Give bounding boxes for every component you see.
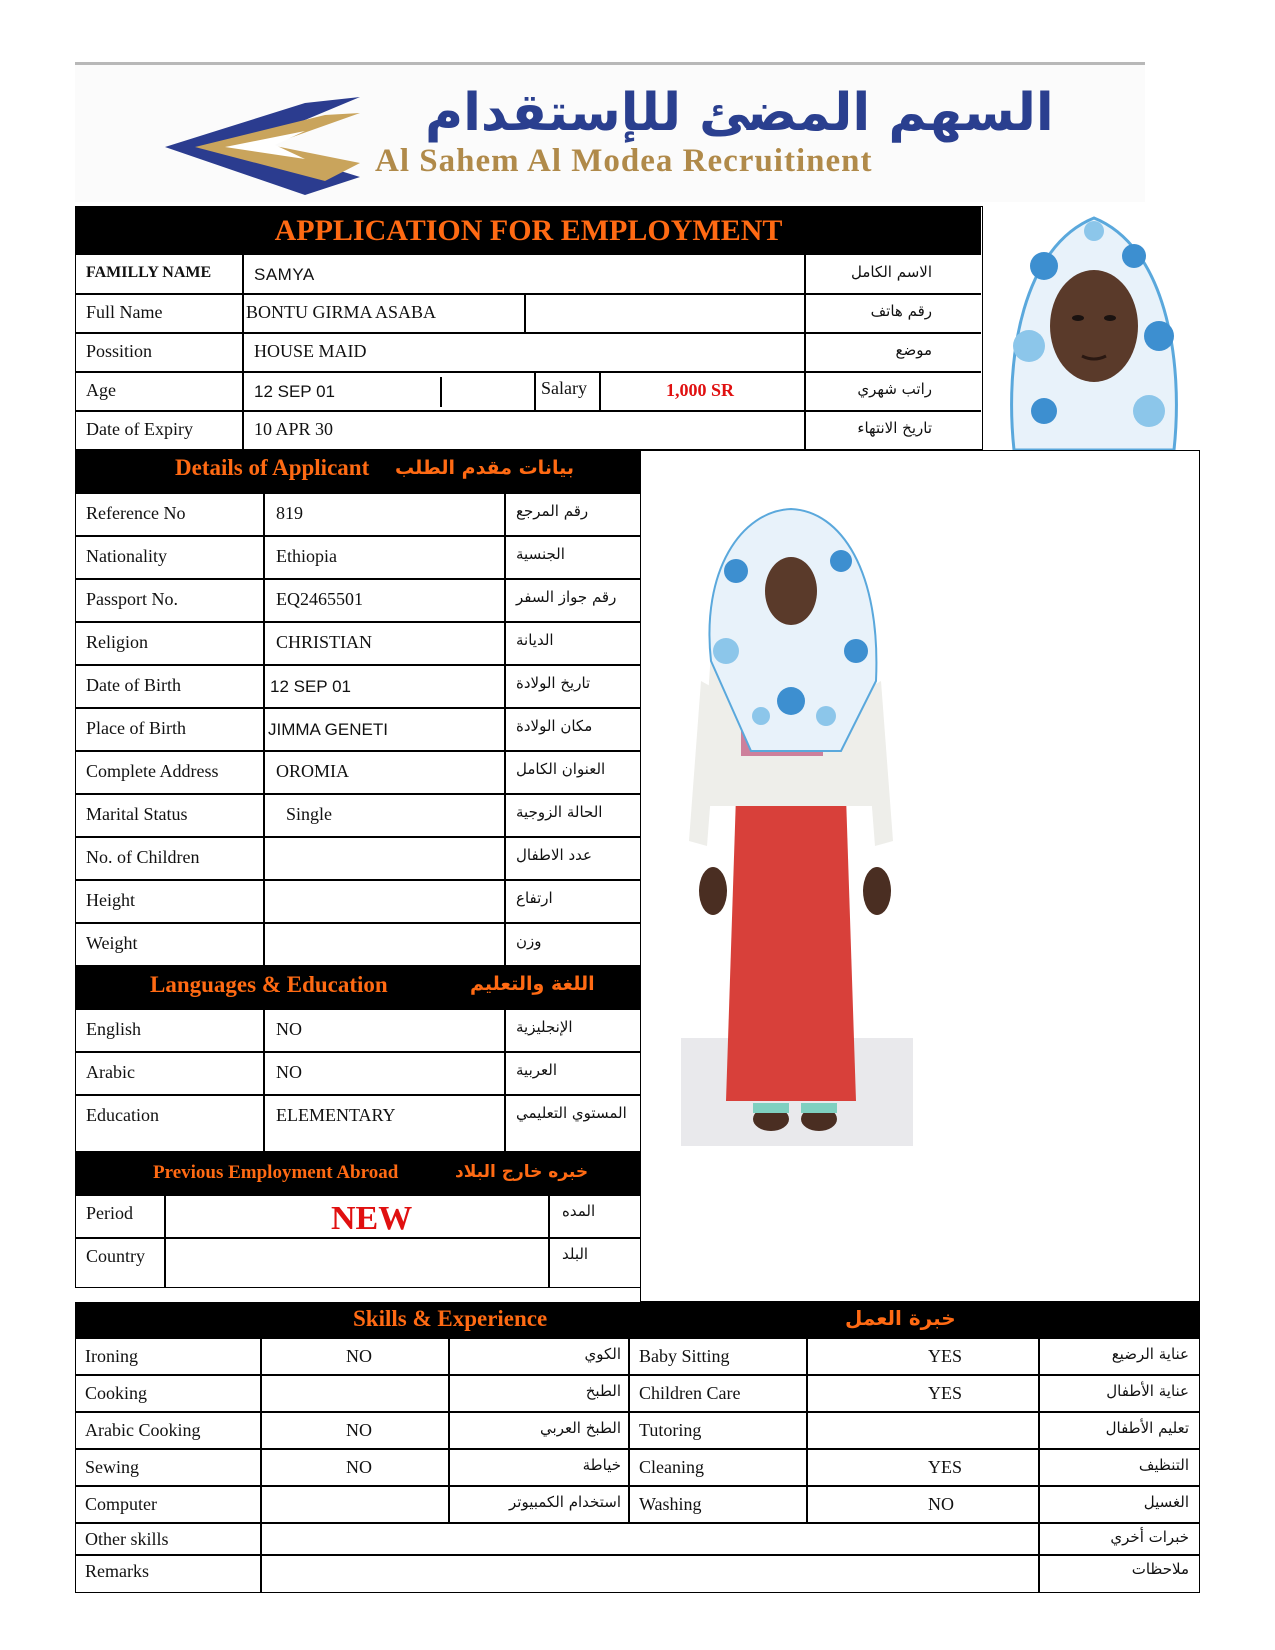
skill-ar: عناية الرضيع <box>1111 1345 1189 1363</box>
details-row <box>75 794 641 837</box>
row-ar: وزن <box>516 932 542 950</box>
expiry-label: Date of Expiry <box>86 419 193 439</box>
previous-title: Previous Employment Abroad <box>153 1162 399 1183</box>
row-ar: رقم جواز السفر <box>516 588 617 606</box>
skill-ar: التنظيف <box>1138 1456 1189 1474</box>
skill-label: Ironing <box>85 1346 138 1366</box>
period-value: NEW <box>331 1200 413 1237</box>
row-value: 12 SEP 01 <box>270 677 351 696</box>
details-row <box>75 579 641 622</box>
languages-title: Languages & Education <box>150 972 388 997</box>
skill-value: NO <box>928 1494 954 1514</box>
row-label: Place of Birth <box>86 718 186 738</box>
row-label: Arabic <box>86 1062 135 1082</box>
skills-title: Skills & Experience <box>353 1306 548 1331</box>
age-label: Age <box>86 380 116 400</box>
position-label: Possition <box>86 341 153 361</box>
skill-label: Tutoring <box>639 1420 702 1440</box>
row-ar: الجنسية <box>516 545 565 563</box>
age-value: 12 SEP 01 <box>254 382 335 401</box>
remarks-ar: ملاحظات <box>1131 1560 1189 1578</box>
row-label: Complete Address <box>86 761 219 781</box>
row-ar: المستوي التعليمي <box>516 1104 627 1122</box>
period-label: Period <box>86 1203 133 1223</box>
skill-label: Computer <box>85 1494 157 1514</box>
skill-ar: الطبخ العربي <box>540 1419 621 1437</box>
skill-value: YES <box>928 1383 963 1403</box>
skill-ar: الطبخ <box>585 1382 621 1400</box>
company-logo-banner <box>75 62 1145 202</box>
portrait-photo <box>984 206 1200 450</box>
salary-ar: راتب شهري <box>857 380 932 398</box>
skill-ar: تعليم الأطفال <box>1105 1419 1189 1437</box>
details-title-ar: بيانات مقدم الطلب <box>395 457 574 479</box>
skills-row <box>75 1412 1200 1449</box>
skill-value: NO <box>346 1457 372 1477</box>
skill-label: Baby Sitting <box>639 1346 730 1366</box>
details-title-bar <box>75 450 641 493</box>
application-header-table <box>75 206 983 450</box>
period-ar: المده <box>562 1202 596 1220</box>
row-value: EQ2465501 <box>276 589 363 609</box>
details-row <box>75 751 641 794</box>
skill-ar: استخدام الكمبيوتر <box>509 1493 621 1511</box>
row-label: No. of Children <box>86 847 200 867</box>
expiry-ar: تاريخ الانتهاء <box>857 419 932 437</box>
languages-title-bar <box>75 966 641 1009</box>
row-ar: الحالة الزوجية <box>516 803 603 821</box>
skill-value: YES <box>928 1457 963 1477</box>
languages-row <box>75 1009 641 1052</box>
row-ar: الإنجليزية <box>516 1018 573 1036</box>
country-label: Country <box>86 1246 146 1266</box>
remarks-row <box>75 1555 1200 1593</box>
skills-title-ar: خبرة العمل <box>845 1306 956 1330</box>
row-label: Date of Birth <box>86 675 181 695</box>
arrow-logo-icon <box>155 85 385 195</box>
details-row <box>75 493 641 536</box>
skills-row <box>75 1375 1200 1412</box>
skills-title-bar <box>75 1302 1200 1338</box>
form-title: APPLICATION FOR EMPLOYMENT <box>76 207 981 255</box>
other-skills-label: Other skills <box>85 1529 169 1549</box>
country-ar: البلد <box>562 1245 589 1263</box>
languages-title-ar: اللغة والتعليم <box>470 973 595 995</box>
details-row <box>75 622 641 665</box>
row-label: Reference No <box>86 503 186 523</box>
row-label: Height <box>86 890 135 910</box>
details-row <box>75 708 641 751</box>
family-name-ar: الاسم الكامل <box>850 263 932 281</box>
details-title: Details of Applicant <box>175 455 370 480</box>
previous-title-bar <box>75 1152 641 1195</box>
skill-label: Sewing <box>85 1457 139 1477</box>
row-value: 819 <box>276 503 303 523</box>
full-name-label: Full Name <box>86 302 163 322</box>
row-label: Religion <box>86 632 148 652</box>
row-label: Passport No. <box>86 589 179 609</box>
salary-label: Salary <box>541 378 587 398</box>
details-row <box>75 837 641 880</box>
phone-ar: رقم هاتف <box>870 302 932 320</box>
skills-row <box>75 1338 1200 1375</box>
skills-row <box>75 1449 1200 1486</box>
details-row <box>75 665 641 708</box>
skill-label: Arabic Cooking <box>85 1420 201 1440</box>
row-value: Single <box>286 804 333 824</box>
skill-value: NO <box>346 1420 372 1440</box>
row-label: English <box>86 1019 142 1039</box>
position-ar: موضع <box>895 341 932 359</box>
skill-label: Cooking <box>85 1383 148 1403</box>
position-value: HOUSE MAID <box>254 341 367 361</box>
other-skills-ar: خبرات أخري <box>1110 1528 1189 1546</box>
row-value: ELEMENTARY <box>276 1105 396 1125</box>
details-row <box>75 536 641 579</box>
details-row <box>75 923 641 966</box>
skill-label: Washing <box>639 1494 702 1514</box>
logo-latin-text: Al Sahem Al Modea Recruitinent <box>375 143 873 179</box>
salary-value: 1,000 SR <box>666 380 735 400</box>
expiry-value: 10 APR 30 <box>254 419 334 439</box>
skills-row <box>75 1486 1200 1523</box>
other-skills-row <box>75 1523 1200 1555</box>
family-name-label: FAMILLY NAME <box>86 264 212 281</box>
row-label: Education <box>86 1105 159 1125</box>
row-ar: ارتفاع <box>516 889 553 907</box>
skill-ar: الغسيل <box>1143 1493 1189 1511</box>
period-row <box>75 1195 641 1238</box>
family-name-value: SAMYA <box>254 265 315 284</box>
skill-ar: خياطة <box>582 1456 621 1474</box>
row-ar: العنوان الكامل <box>516 760 606 778</box>
full-name-value: BONTU GIRMA ASABA <box>246 302 437 322</box>
skill-ar: عناية الأطفال <box>1106 1382 1189 1400</box>
row-label: Weight <box>86 933 138 953</box>
row-value: OROMIA <box>276 761 350 781</box>
row-ar: تاريخ الولادة <box>516 674 591 692</box>
row-ar: عدد الاطفال <box>516 846 592 864</box>
skill-label: Cleaning <box>639 1457 704 1477</box>
row-value: Ethiopia <box>276 546 337 566</box>
row-ar: رقم المرجع <box>516 502 589 520</box>
languages-row <box>75 1095 641 1152</box>
previous-title-ar: خبره خارج البلاد <box>455 1162 589 1182</box>
skill-label: Children Care <box>639 1383 741 1403</box>
full-body-photo <box>641 451 1198 1300</box>
full-body-photo-panel <box>640 450 1200 1302</box>
remarks-label: Remarks <box>85 1561 149 1581</box>
row-ar: مكان الولادة <box>516 717 593 735</box>
logo-arabic-text: السهم المضئ للإستقدام <box>425 83 1054 143</box>
row-value: CHRISTIAN <box>276 632 373 652</box>
skill-ar: الكوي <box>584 1345 621 1363</box>
country-row <box>75 1238 641 1288</box>
row-value: NO <box>276 1062 302 1082</box>
row-value: NO <box>276 1019 302 1039</box>
row-ar: العربية <box>516 1061 557 1079</box>
row-label: Marital Status <box>86 804 188 824</box>
details-row <box>75 880 641 923</box>
languages-row <box>75 1052 641 1095</box>
row-ar: الديانة <box>516 631 554 649</box>
skill-value: NO <box>346 1346 372 1366</box>
row-label: Nationality <box>86 546 167 566</box>
skill-value: YES <box>928 1346 963 1366</box>
row-value: JIMMA GENETI <box>268 720 388 739</box>
